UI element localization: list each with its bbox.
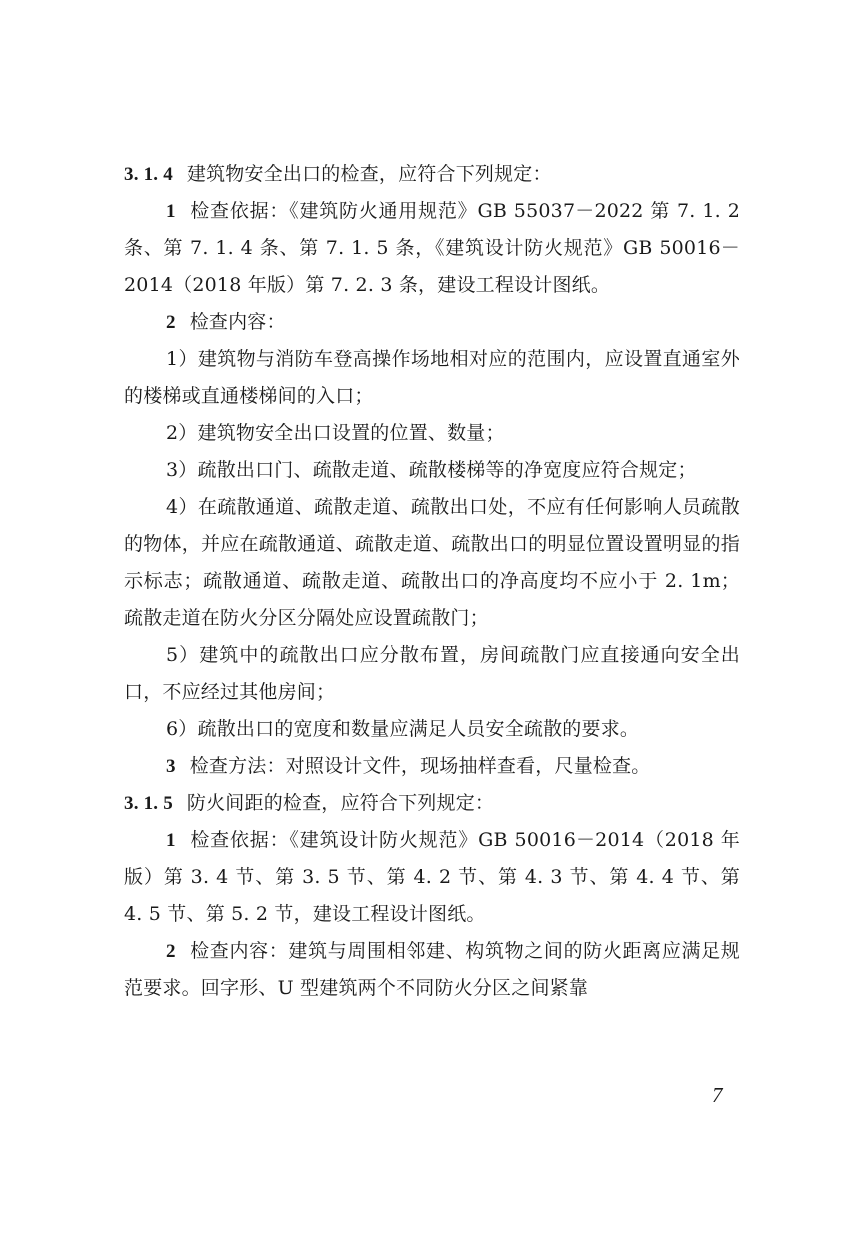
item-number: 3 bbox=[166, 756, 176, 777]
item-text: 检查内容： bbox=[189, 311, 286, 333]
section-number: 3. 1. 5 bbox=[124, 793, 173, 814]
item-text: 检查内容：建筑与周围相邻建、构筑物之间的防火距离应满足规范要求。回字形、U 型建筑两个不同防火分区之间紧靠 bbox=[124, 940, 740, 999]
item-method bbox=[124, 748, 740, 785]
sub-item-1: 1）建筑物与消防车登高操作场地相对应的范围内，应设置直通室外的楼梯或直通楼梯间的入口； bbox=[124, 348, 740, 407]
sub-item-3: 3）疏散出口门、疏散走道、疏散楼梯等的净宽度应符合规定； bbox=[166, 459, 697, 481]
item-number: 1 bbox=[166, 201, 176, 222]
item-basis bbox=[124, 193, 740, 304]
section-title: 建筑物安全出口的检查，应符合下列规定： bbox=[186, 163, 552, 185]
section-number: 3. 1. 4 bbox=[124, 164, 173, 185]
item-number: 2 bbox=[166, 941, 176, 962]
page-number: 7 bbox=[712, 1083, 723, 1107]
item-text: 检查依据：《建筑防火通用规范》GB 55037－2022 第 7. 1. 2 条、第 7. 1. 4 条、第 7. 1. 5 条，《建筑设计防火规范》GB 50016－2014（2018 年版）第 7. 2. 3 条，建设工程设计图纸。 bbox=[124, 200, 740, 296]
item-text: 检查依据：《建筑设计防火规范》GB 50016－2014（2018 年版）第 3. 4 节、第 3. 5 节、第 4. 2 节、第 4. 3 节、第 4. 4 节、第 4. 5 节、第 5. 2 节，建设工程设计图纸。 bbox=[124, 829, 740, 925]
item-number: 2 bbox=[166, 312, 176, 333]
item-basis bbox=[124, 822, 740, 933]
section-3-1-4-heading bbox=[124, 156, 740, 193]
item-content bbox=[124, 304, 740, 341]
item-text: 检查方法：对照设计文件，现场抽样查看，尺量检查。 bbox=[189, 755, 651, 777]
sub-item-6: 6）疏散出口的宽度和数量应满足人员安全疏散的要求。 bbox=[166, 718, 640, 740]
sub-item-2: 2）建筑物安全出口设置的位置、数量； bbox=[166, 422, 505, 444]
item-content bbox=[124, 933, 740, 1007]
item-number: 1 bbox=[166, 830, 176, 851]
section-3-1-5-heading bbox=[124, 785, 740, 822]
section-title: 防火间距的检查，应符合下列规定： bbox=[186, 792, 495, 814]
page-body bbox=[124, 156, 740, 1007]
sub-item-4: 4）在疏散通道、疏散走道、疏散出口处，不应有任何影响人员疏散的物体，并应在疏散通道、疏散走道、疏散出口的明显位置设置明显的指示标志；疏散通道、疏散走道、疏散出口的净高度均不应小于 2. 1m；疏散走道在防火分区分隔处应设置疏散门； bbox=[124, 496, 740, 629]
sub-item-5: 5）建筑中的疏散出口应分散布置，房间疏散门应直接通向安全出口，不应经过其他房间； bbox=[124, 644, 740, 703]
